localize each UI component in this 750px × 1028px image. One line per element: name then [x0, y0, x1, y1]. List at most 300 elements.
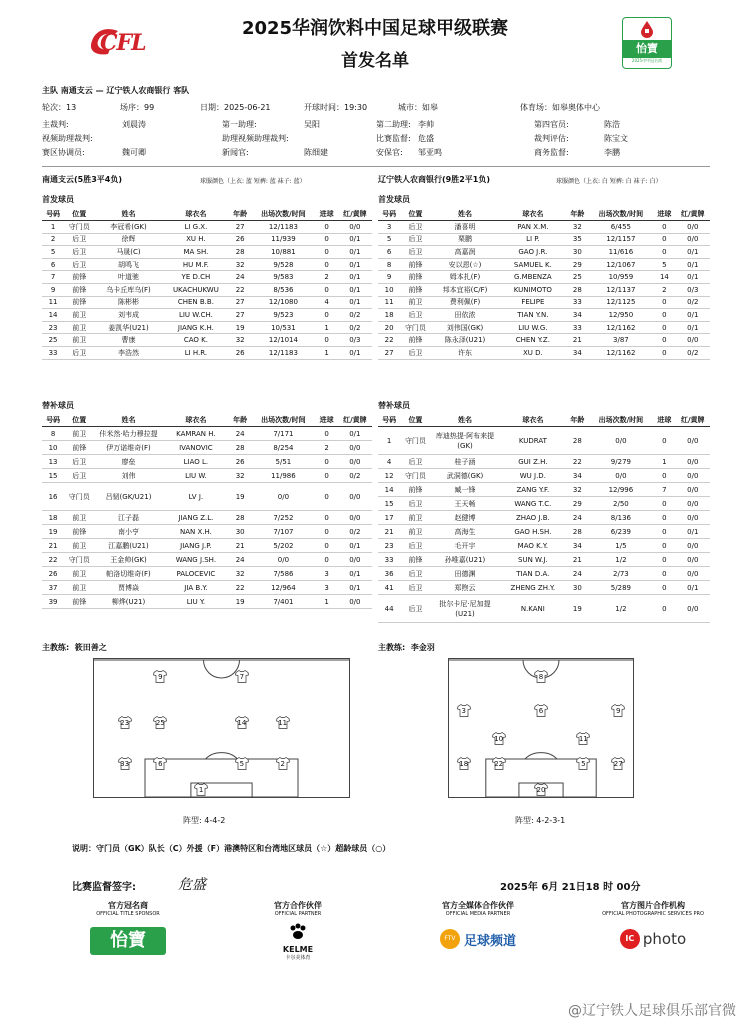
table-cell: 19	[42, 525, 64, 539]
table-cell: 3	[316, 581, 338, 595]
table-cell: 12/1162	[589, 321, 654, 334]
table-row	[42, 553, 372, 567]
table-cell: 0/0	[251, 553, 315, 567]
table-cell: 11	[378, 296, 400, 309]
table-cell: 22	[229, 581, 251, 595]
table-row	[378, 258, 710, 271]
official-field: 新闻官:	[222, 148, 249, 157]
table-cell: 0/0	[676, 455, 710, 469]
table-cell: 前锋	[400, 284, 430, 297]
table-cell: CHEN Y.Z.	[499, 334, 566, 347]
table-cell: 1	[316, 321, 338, 334]
table-cell: WANG T.C.	[499, 497, 566, 511]
official-field: 裁判评估:	[534, 134, 569, 143]
player-jersey-icon: 23	[118, 716, 132, 729]
table-cell: 佧米然·哈力穆拉提	[94, 427, 162, 441]
ftv-badge-icon: FTV	[440, 929, 460, 949]
table-cell: ZHENG ZH.Y.	[499, 581, 566, 595]
table-cell: 24	[566, 567, 588, 581]
away-formation: 阵型: 4-2-3-1	[515, 816, 566, 825]
table-cell: 1	[378, 427, 400, 455]
ic-badge-icon: IC	[620, 929, 640, 949]
table-cell: 0/1	[338, 296, 372, 309]
table-cell: 36	[378, 567, 400, 581]
table-cell: 高嘉润	[431, 246, 500, 259]
table-cell: 后卫	[64, 455, 94, 469]
table-cell: 前卫	[64, 427, 94, 441]
table-header-row	[378, 414, 710, 427]
table-cell: 21	[378, 525, 400, 539]
table-cell: XU H.	[163, 233, 229, 246]
away-coach: 主教练: 李金羽	[378, 643, 435, 652]
column-header: 姓名	[431, 208, 500, 221]
table-header-row	[42, 208, 372, 221]
table-cell: 前卫	[64, 309, 94, 322]
table-cell: 前卫	[400, 525, 430, 539]
table-cell: 桂子涵	[431, 455, 500, 469]
table-cell: 20	[378, 321, 400, 334]
table-cell: 0/3	[338, 334, 372, 347]
table-cell: 0	[316, 284, 338, 297]
table-cell: 0/1	[676, 321, 710, 334]
table-cell: GAO J.R.	[499, 246, 566, 259]
table-cell: 徐辉	[94, 233, 162, 246]
table-cell: 11	[42, 296, 64, 309]
column-header: 红/黄牌	[676, 414, 710, 427]
supervisor-sign-label: 比赛监督签字:	[72, 882, 136, 893]
column-header: 位置	[64, 414, 94, 427]
table-cell: 0	[653, 581, 675, 595]
table-cell: 22	[229, 284, 251, 297]
table-cell: 马晟(C)	[94, 246, 162, 259]
table-cell: 12	[378, 469, 400, 483]
column-header: 进球	[653, 414, 675, 427]
weibo-watermark: @辽宁铁人足球俱乐部官微	[568, 1003, 736, 1019]
table-cell: 7/107	[251, 525, 315, 539]
table-cell: 3	[378, 221, 400, 234]
table-cell: 前卫	[400, 296, 430, 309]
official-field: 陈浩	[604, 120, 620, 129]
table-cell: 0	[316, 455, 338, 469]
match-teams-line: 主队 南通支云 — 辽宁铁人农商银行 客队	[42, 86, 190, 95]
table-cell: 26	[229, 455, 251, 469]
table-cell: 15	[42, 469, 64, 483]
table-cell: 江子磊	[94, 511, 162, 525]
table-cell: 0/0	[589, 427, 654, 455]
column-header: 球衣名	[163, 208, 229, 221]
player-jersey-icon: 7	[235, 670, 249, 683]
table-cell: 0	[653, 567, 675, 581]
table-row	[378, 309, 710, 322]
table-cell: 前锋	[400, 483, 430, 497]
table-cell: 0/0	[676, 511, 710, 525]
official-field: 危盛	[418, 134, 434, 143]
table-cell: 0	[653, 525, 675, 539]
table-row	[378, 511, 710, 525]
table-cell: 34	[566, 539, 588, 553]
table-cell: CAO K.	[163, 334, 229, 347]
table-cell: 0/1	[338, 347, 372, 360]
table-row	[42, 221, 372, 234]
table-cell: 乌卡丘库乌(F)	[94, 284, 162, 297]
table-cell: 毛开宇	[431, 539, 500, 553]
table-row	[42, 233, 372, 246]
table-cell: 29	[566, 258, 588, 271]
table-cell: 2/73	[589, 567, 654, 581]
table-row	[378, 284, 710, 297]
table-cell: 1/5	[589, 539, 654, 553]
table-cell: 5	[42, 246, 64, 259]
player-jersey-icon: 3	[457, 704, 471, 717]
table-cell: 后卫	[64, 469, 94, 483]
player-jersey-icon: 5	[576, 757, 590, 770]
table-cell: 0	[316, 511, 338, 525]
table-cell: SUN W.J.	[499, 553, 566, 567]
table-row	[378, 539, 710, 553]
table-cell: 安以恩(☆)	[431, 258, 500, 271]
table-cell: 王金帅(GK)	[94, 553, 162, 567]
table-cell: 10/881	[251, 246, 315, 259]
title-sponsor-badge	[622, 17, 672, 69]
table-row	[378, 525, 710, 539]
table-row	[378, 497, 710, 511]
table-cell: 后卫	[400, 347, 430, 360]
table-cell: 0/0	[676, 221, 710, 234]
table-cell: 4	[378, 455, 400, 469]
page-title: 2025华润饮料中国足球甲级联赛	[241, 18, 509, 39]
table-cell: ZANG Y.F.	[499, 483, 566, 497]
table-cell: JIANG J.P.	[163, 539, 229, 553]
table-cell: ZHAO J.B.	[499, 511, 566, 525]
table-cell: 姜凯华(U21)	[94, 321, 162, 334]
table-cell: 0	[653, 334, 675, 347]
table-cell: 28	[566, 525, 588, 539]
table-cell: 33	[566, 296, 588, 309]
table-cell: 22	[378, 334, 400, 347]
table-row	[378, 321, 710, 334]
table-cell: NAN X.H.	[163, 525, 229, 539]
official-field: 刘晨涛	[122, 120, 146, 129]
table-cell: 14	[653, 271, 675, 284]
table-cell: 刘伟国(GK)	[431, 321, 500, 334]
column-header: 出场次数/时间	[251, 414, 315, 427]
column-header: 出场次数/时间	[251, 208, 315, 221]
table-cell: 高海生	[431, 525, 500, 539]
table-row	[378, 271, 710, 284]
table-cell: 24	[566, 511, 588, 525]
table-cell: 0/0	[338, 221, 372, 234]
table-cell: 前锋	[400, 271, 430, 284]
table-cell: CHEN B.B.	[163, 296, 229, 309]
table-cell: 19	[229, 483, 251, 511]
table-cell: 0	[653, 469, 675, 483]
column-header: 号码	[42, 414, 64, 427]
table-row	[42, 469, 372, 483]
table-cell: 34	[566, 347, 588, 360]
table-cell: 前卫	[64, 321, 94, 334]
home-starters-table	[42, 208, 372, 360]
table-cell: 28	[229, 246, 251, 259]
player-jersey-icon: 14	[235, 716, 249, 729]
table-cell: KAMRAN H.	[163, 427, 229, 441]
table-cell: 贾博焱	[94, 581, 162, 595]
table-cell: 30	[566, 581, 588, 595]
table-cell: 李冠希(GK)	[94, 221, 162, 234]
table-cell: 0	[653, 595, 675, 623]
table-cell: 0/0	[676, 553, 710, 567]
table-cell: 陈彬彬	[94, 296, 162, 309]
table-cell: 8	[378, 258, 400, 271]
away-subs-table	[378, 414, 710, 623]
table-cell: 0/1	[676, 581, 710, 595]
officials-grid	[42, 119, 710, 161]
table-cell: 后卫	[64, 258, 94, 271]
table-cell: 24	[229, 427, 251, 441]
table-cell: 28	[229, 441, 251, 455]
table-cell: LIU Y.	[163, 595, 229, 609]
table-row	[378, 296, 710, 309]
official-field: 视频助理裁判:	[42, 134, 93, 143]
table-cell: 0	[316, 309, 338, 322]
home-kit-colors: 球服颜色（上衣: 蓝 短裤: 蓝 袜子: 蓝）	[200, 178, 306, 185]
table-cell: 3/87	[589, 334, 654, 347]
table-row	[42, 296, 372, 309]
table-cell: 帕洛切维奇(F)	[94, 567, 162, 581]
table-cell: 0/2	[676, 296, 710, 309]
table-cell: 30	[566, 246, 588, 259]
table-cell: 0	[316, 221, 338, 234]
table-cell: 12/1067	[589, 258, 654, 271]
table-cell: 32	[229, 567, 251, 581]
table-cell: 12/1162	[589, 347, 654, 360]
table-cell: 0/2	[676, 347, 710, 360]
table-cell: 0/0	[676, 595, 710, 623]
table-cell: 费利佩(F)	[431, 296, 500, 309]
table-cell: 6/239	[589, 525, 654, 539]
table-cell: 前卫	[64, 567, 94, 581]
table-row	[42, 581, 372, 595]
table-cell: 26	[229, 347, 251, 360]
sign-datetime: 2025年 6月 21日18 时 00分	[500, 882, 641, 893]
table-cell: 0/0	[676, 427, 710, 455]
table-cell: 前锋	[64, 271, 94, 284]
player-jersey-icon: 18	[457, 757, 471, 770]
column-header: 年龄	[229, 208, 251, 221]
table-cell: 35	[566, 233, 588, 246]
away-starters-label: 首发球员	[378, 195, 410, 204]
table-cell: 后卫	[400, 595, 430, 623]
table-cell: 13	[42, 455, 64, 469]
column-header: 进球	[316, 414, 338, 427]
table-cell: 王天畅	[431, 497, 500, 511]
table-row	[378, 427, 710, 455]
table-row	[378, 567, 710, 581]
table-cell: 26	[42, 567, 64, 581]
table-cell: 后卫	[400, 497, 430, 511]
official-field: 助理视频助理裁判:	[222, 134, 289, 143]
table-row	[42, 525, 372, 539]
column-header: 球衣名	[163, 414, 229, 427]
table-cell: 32	[229, 469, 251, 483]
player-jersey-icon: 6	[153, 757, 167, 770]
table-cell: 臧一锋	[431, 483, 500, 497]
table-cell: 5/289	[589, 581, 654, 595]
column-header: 姓名	[431, 414, 500, 427]
table-cell: 0/1	[676, 309, 710, 322]
table-cell: 10/959	[589, 271, 654, 284]
table-cell: 6	[378, 246, 400, 259]
table-cell: 6	[42, 258, 64, 271]
table-cell: 8/254	[251, 441, 315, 455]
table-cell: 0/1	[338, 581, 372, 595]
cfl-logo-text: CFL	[100, 30, 146, 56]
table-cell: 33	[378, 553, 400, 567]
table-cell: 0	[653, 539, 675, 553]
table-cell: 武洞德(GK)	[431, 469, 500, 483]
table-cell: 27	[378, 347, 400, 360]
table-cell: JIANG Z.L.	[163, 511, 229, 525]
official-field: 赛区协调员:	[42, 148, 85, 157]
column-header: 出场次数/时间	[589, 414, 654, 427]
table-cell: 14	[378, 483, 400, 497]
table-cell: 守门员	[64, 553, 94, 567]
table-cell: 0	[316, 334, 338, 347]
table-cell: 12/1014	[251, 334, 315, 347]
table-cell: 2	[42, 233, 64, 246]
table-cell: 1	[42, 221, 64, 234]
yibao-logo: 怡寶	[90, 927, 166, 955]
supervisor-signature: 危盛	[178, 877, 206, 893]
sponsor-drop-icon	[639, 20, 655, 38]
table-cell: 12/950	[589, 309, 654, 322]
table-cell: 7/171	[251, 427, 315, 441]
table-cell: 姆本扎(F)	[431, 271, 500, 284]
table-cell: LIAO L.	[163, 455, 229, 469]
table-cell: 0/1	[338, 567, 372, 581]
player-jersey-icon: 33	[118, 757, 132, 770]
table-row	[42, 321, 372, 334]
column-header: 红/黄牌	[676, 208, 710, 221]
table-cell: 34	[566, 309, 588, 322]
partner-title-sponsor: 官方冠名商 OFFICIAL TITLE SPONSOR 怡寶	[68, 900, 188, 955]
table-row	[378, 246, 710, 259]
table-cell: N.KANI	[499, 595, 566, 623]
partner-ftv: 官方全媒体合作伙伴 OFFICIAL MEDIA PARTNER FTV 足球频道	[408, 900, 548, 949]
table-cell: 许东	[431, 347, 500, 360]
home-formation-pitch	[93, 658, 350, 798]
away-kit-colors: 球服颜色（上衣: 白 短裤: 白 袜子: 白）	[556, 178, 662, 185]
table-cell: YE D.CH	[163, 271, 229, 284]
table-cell: 2/50	[589, 497, 654, 511]
table-cell: 9	[378, 271, 400, 284]
table-cell: 21	[42, 539, 64, 553]
table-cell: 23	[378, 539, 400, 553]
table-cell: 后卫	[400, 539, 430, 553]
table-cell: 0/1	[338, 284, 372, 297]
player-jersey-icon: 9	[153, 670, 167, 683]
table-cell: 25	[42, 334, 64, 347]
table-cell: 12/1137	[589, 284, 654, 297]
table-cell: 前锋	[400, 334, 430, 347]
table-cell: 11/616	[589, 246, 654, 259]
table-cell: 6/455	[589, 221, 654, 234]
player-jersey-icon: 25	[153, 716, 167, 729]
table-cell: 0/1	[338, 233, 372, 246]
table-cell: 伊万诺维奇(F)	[94, 441, 162, 455]
table-cell: 19	[229, 321, 251, 334]
table-cell: 前卫	[64, 334, 94, 347]
table-cell: 27	[229, 296, 251, 309]
table-cell: 0/0	[676, 233, 710, 246]
table-row	[42, 427, 372, 441]
table-row	[378, 581, 710, 595]
table-cell: 3	[316, 567, 338, 581]
table-row	[378, 455, 710, 469]
table-cell: 34	[566, 469, 588, 483]
official-field: 第四官员:	[534, 120, 569, 129]
away-formation-pitch	[448, 658, 634, 798]
table-cell: LI G.X.	[163, 221, 229, 234]
table-cell: 17	[378, 511, 400, 525]
table-cell: 后卫	[400, 246, 430, 259]
table-cell: 32	[229, 258, 251, 271]
table-cell: MA SH.	[163, 246, 229, 259]
table-cell: 0	[653, 427, 675, 455]
table-cell: 后卫	[400, 309, 430, 322]
pitch-lines	[94, 659, 349, 797]
home-subs-label: 替补球员	[42, 401, 74, 410]
table-cell: 后卫	[400, 455, 430, 469]
official-field: 李鹏	[604, 148, 620, 157]
table-cell: 后卫	[64, 347, 94, 360]
table-cell: 后卫	[400, 567, 430, 581]
table-cell: 19	[229, 595, 251, 609]
table-cell: 28	[566, 284, 588, 297]
column-header: 年龄	[566, 414, 588, 427]
table-row	[42, 258, 372, 271]
table-cell: 0	[316, 553, 338, 567]
table-cell: 25	[566, 271, 588, 284]
table-cell: 守门员	[64, 483, 94, 511]
table-cell: 田德渊	[431, 567, 500, 581]
column-header: 号码	[378, 414, 400, 427]
table-cell: 22	[42, 553, 64, 567]
table-cell: 刘伟	[94, 469, 162, 483]
official-field: 商务监督:	[534, 148, 569, 157]
table-cell: 28	[566, 427, 588, 455]
table-row	[378, 553, 710, 567]
table-cell: 田依浓	[431, 309, 500, 322]
table-header-row	[378, 208, 710, 221]
table-cell: 0/1	[676, 246, 710, 259]
table-cell: 0	[316, 525, 338, 539]
official-field: 吴阳	[304, 120, 320, 129]
table-row	[42, 539, 372, 553]
official-field: 比赛监督:	[376, 134, 411, 143]
table-cell: 0/0	[676, 497, 710, 511]
table-cell: 4	[316, 296, 338, 309]
table-cell: 前卫	[64, 539, 94, 553]
table-cell: 后卫	[64, 246, 94, 259]
player-jersey-icon: 20	[534, 783, 548, 796]
table-cell: 24	[229, 553, 251, 567]
table-cell: 32	[566, 221, 588, 234]
table-cell: 12/964	[251, 581, 315, 595]
column-header: 红/黄牌	[338, 208, 372, 221]
table-cell: 9	[42, 284, 64, 297]
table-cell: 10	[378, 284, 400, 297]
table-row	[378, 334, 710, 347]
